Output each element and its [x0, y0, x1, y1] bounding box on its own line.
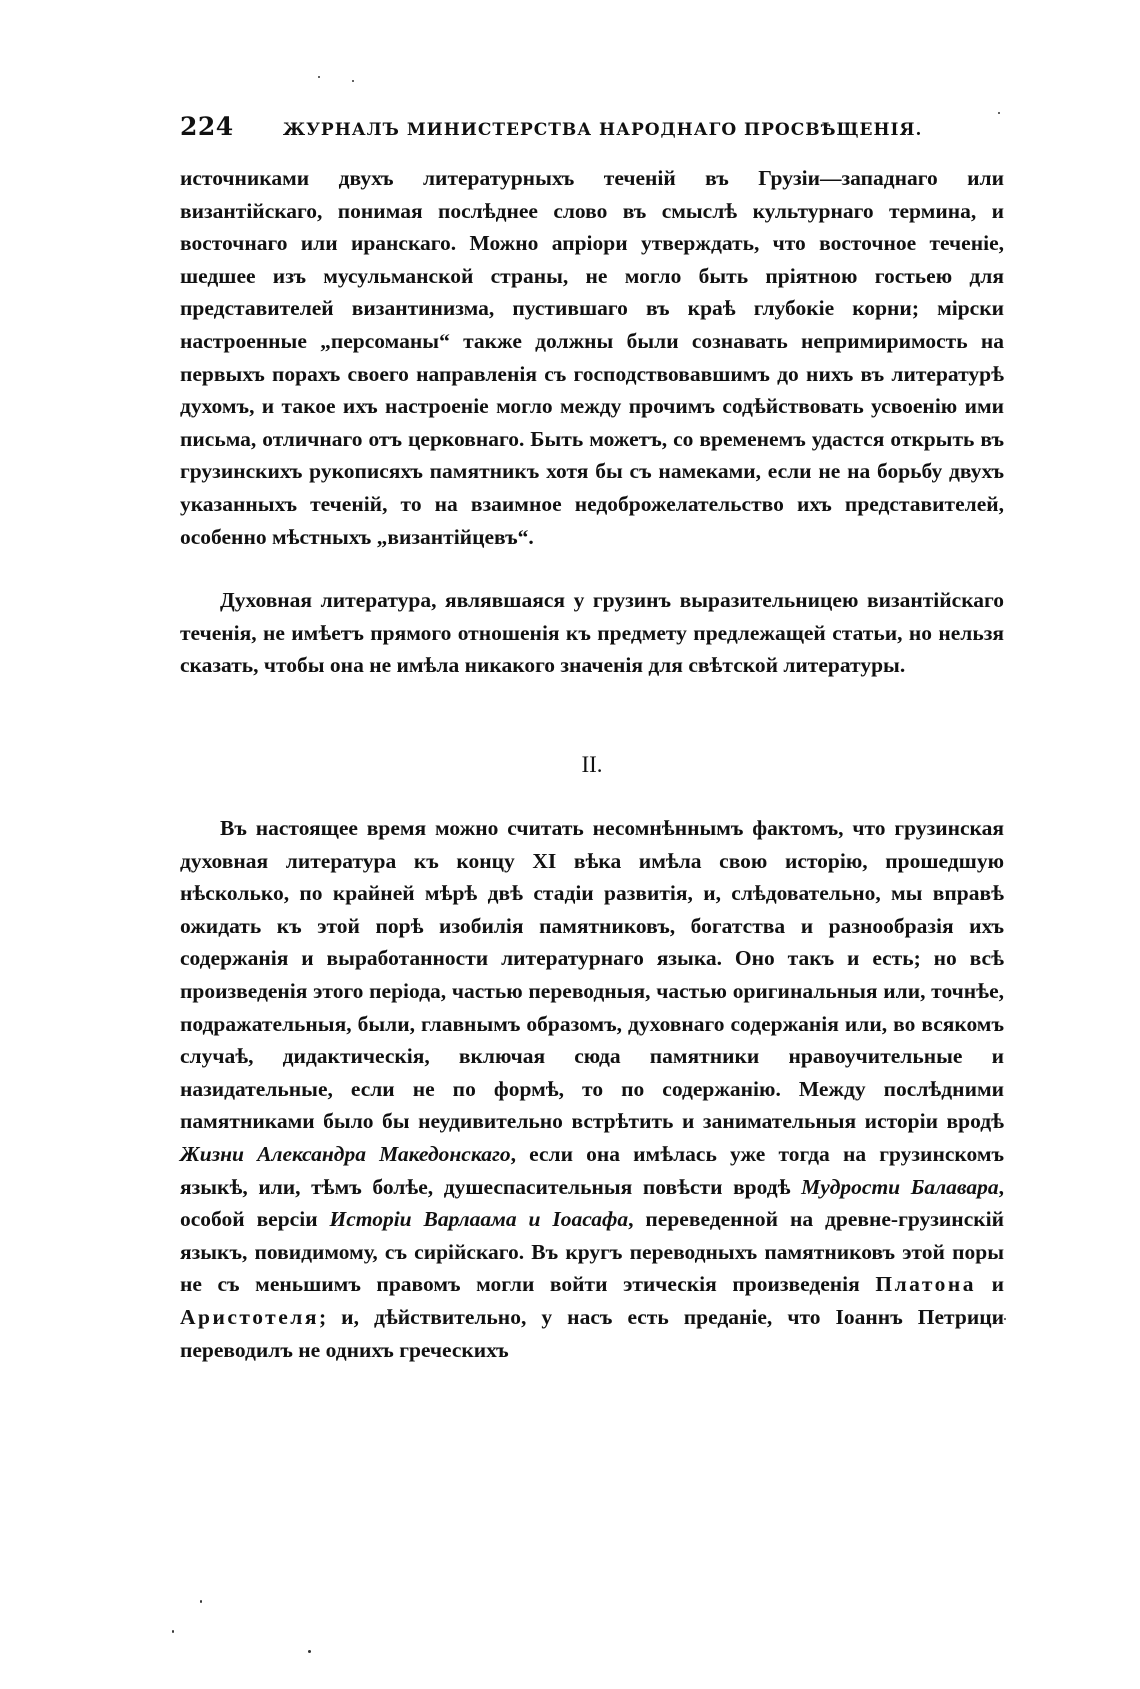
text-run: , если она имѣлась уже тогда на грузинскомъ языкѣ, или, тѣмъ болѣе, душеспасительныя повѣсти вродѣ — [180, 1141, 1004, 1199]
section-heading: II. — [581, 752, 603, 777]
title-barlaam: Исторіи Варлаама и Іоасафа — [329, 1207, 629, 1232]
paragraph-2-text: Духовная литература, являвшаяся у грузинъ выразительницею византійскаго теченія, не имѣетъ прямого отношенія къ предмету предлежащей статьи, но нельзя сказать, чтобы она не имѣла никакого значенія для свѣтской литературы. — [180, 588, 1004, 678]
scan-speck — [200, 1600, 202, 1603]
paragraph-1-text: источниками двухъ литературныхъ теченій въ Грузіи—западнаго или византійскаго, понимая послѣднее слово въ смыслѣ культурнаго термина, и восточнаго или иранскаго. Можно апріори утверждать, что восточное теченіе, шедшее изъ мусульманской страны, не могло быть пріятною гостьею для представителей византинизма, пустившаго въ краѣ глубокіе корни; мірски настроенные „персоманы“ также должны были сознавать непримиримость на первыхъ порахъ своего направленія съ господствовавшимъ до нихъ въ литературѣ духомъ, и такое ихъ настроеніе могло между прочимъ содѣйствовать усвоенію ими письма, отличнаго отъ церковнаго. Быть можетъ, со временемъ удастся открыть въ грузинскихъ рукописяхъ памятникъ хотя бы съ намеками, если не на борьбу двухъ указанныхъ теченій, то на взаимное недоброжелательство ихъ представителей, особенно мѣстныхъ „византійцевъ“. — [180, 166, 1004, 549]
scan-speck — [998, 112, 1000, 114]
scan-speck — [172, 1630, 174, 1633]
scan-speck — [308, 1650, 311, 1653]
running-title: ЖУРНАЛЪ МИНИСТЕРСТВА НАРОДНАГО ПРОСВѢЩЕНІЯ. — [282, 120, 923, 140]
scan-speck — [318, 76, 320, 78]
text-run: и — [976, 1272, 1004, 1297]
text-run: Въ настоящее время можно считать несомнѣннымъ фактомъ, что грузинская духовная литература къ концу XI вѣка имѣла свою исторію, прошедшую нѣсколько, по крайней мѣрѣ двѣ стадіи развитія, и, слѣдовательно, мы вправѣ ожидать къ этой порѣ изобилія памятниковъ, богатства и разнообразія ихъ содержанія и выработанности литературнаго языка. Оно такъ и есть; но всѣ произведенія этого періода, частью переводныя, частью оригинальныя или, точнѣе, подражательныя, были, главнымъ образомъ, духовнаго содержанія или, во всякомъ случаѣ, дидактическія, включая сюда памятники нравоучительные и назидательные, если не по формѣ, то по содержанію. Между послѣдними памятниками было бы неудивительно встрѣтить и занимательныя исторіи вродѣ — [180, 816, 1004, 1134]
paragraph-spiritual-literature — [180, 584, 1004, 682]
paragraph-continued — [180, 162, 1004, 553]
scan-speck — [352, 80, 354, 82]
text-run: , переведенной на древне-грузинскій языкъ, повидимому, съ сирійскаго. Въ кругъ переводныхъ памятниковъ этой поры не съ меньшимъ правомъ могли войти этическія произведенія — [180, 1207, 1004, 1297]
title-alexander: Жизни Александра Македонскаго — [180, 1141, 511, 1166]
text-run: , особой версіи — [180, 1174, 1004, 1232]
title-balavar: Мудрости Балавара — [801, 1174, 999, 1199]
text-run: ; и, дѣйствительно, у насъ есть преданіе, что Іоаннъ Петрици переводилъ не однихъ греческихъ — [180, 1304, 1004, 1362]
scan-speck — [1004, 1318, 1006, 1320]
page-header — [180, 112, 1020, 141]
paragraph-3-text — [180, 812, 1004, 1366]
name-plato: Платона — [875, 1272, 977, 1297]
name-aristotle: Аристотеля — [180, 1304, 319, 1329]
page-number: 224 — [180, 112, 234, 141]
paragraph-section-2 — [180, 812, 1004, 1366]
